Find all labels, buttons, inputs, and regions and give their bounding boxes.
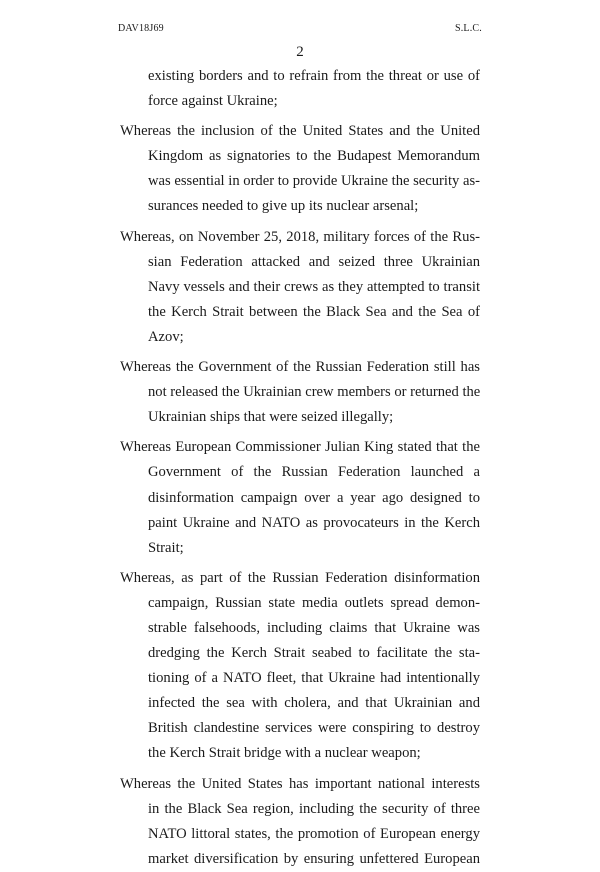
paragraph-line: Azov;: [148, 328, 184, 345]
document-classification: S.L.C.: [454, 23, 482, 34]
paragraph-line: strable falsehoods, including claims that Ukraine was: [148, 619, 480, 636]
paragraph-line: existing borders and to refrain from the threat or use of: [148, 68, 480, 84]
whereas-clause-first-line: Whereas, on November 25, 2018, military forces of the Rus-: [120, 228, 480, 245]
paragraph-line: was essential in order to provide Ukraine the security as-: [148, 173, 480, 190]
paragraph-line: not released the Ukrainian crew members or returned the: [148, 384, 480, 401]
paragraph-line: Navy vessels and their crews as they attempted to transit: [148, 278, 480, 295]
whereas-clause-first-line: Whereas, as part of the Russian Federation disinformation: [120, 569, 480, 586]
paragraph-line: surances needed to give up its nuclear arsenal;: [148, 198, 419, 215]
paragraph-line: paint Ukraine and NATO as provocateurs in the Kerch: [148, 514, 480, 531]
paragraph-line: force against Ukraine;: [148, 93, 278, 110]
page-number: 2: [296, 44, 304, 60]
paragraph-line: campaign, Russian state media outlets spread demon-: [148, 594, 480, 611]
paragraph-line: dredging the Kerch Strait seabed to facilitate the sta-: [148, 645, 480, 662]
paragraph-line: sian Federation attacked and seized three Ukrainian: [148, 253, 480, 270]
paragraph-line: Kingdom as signatories to the Budapest Memorandum: [148, 148, 480, 165]
whereas-clause-first-line: Whereas the United States has important national interests: [120, 775, 480, 792]
paragraph-line: the Kerch Strait bridge with a nuclear weapon;: [148, 745, 421, 762]
document-id: DAV18J69: [118, 23, 164, 34]
whereas-clause-first-line: Whereas the inclusion of the United States and the United: [120, 123, 480, 140]
paragraph-line: Government of the Russian Federation launched a: [148, 464, 480, 481]
paragraph-line: the Kerch Strait between the Black Sea and the Sea of: [148, 303, 480, 320]
paragraph-line: Ukrainian ships that were seized illegally;: [148, 409, 394, 426]
paragraph-line: tioning of a NATO fleet, that Ukraine had intentionally: [148, 670, 480, 687]
whereas-clause-first-line: Whereas European Commissioner Julian King stated that the: [120, 439, 480, 456]
whereas-clause-first-line: Whereas the Government of the Russian Federation still has: [120, 359, 480, 376]
paragraph-line: NATO littoral states, the promotion of European energy: [148, 825, 480, 842]
paragraph-line: infected the sea with cholera, and that Ukrainian and: [148, 695, 480, 712]
paragraph-line: disinformation campaign over a year ago designed to: [148, 489, 480, 506]
paragraph-line: market diversification by ensuring unfettered European: [148, 850, 480, 867]
paragraph-line: Strait;: [148, 539, 184, 556]
paragraph-line: British clandestine services were conspiring to destroy: [148, 720, 480, 737]
resolution-body: [120, 64, 480, 872]
paragraph-line: in the Black Sea region, including the security of three: [148, 800, 480, 817]
